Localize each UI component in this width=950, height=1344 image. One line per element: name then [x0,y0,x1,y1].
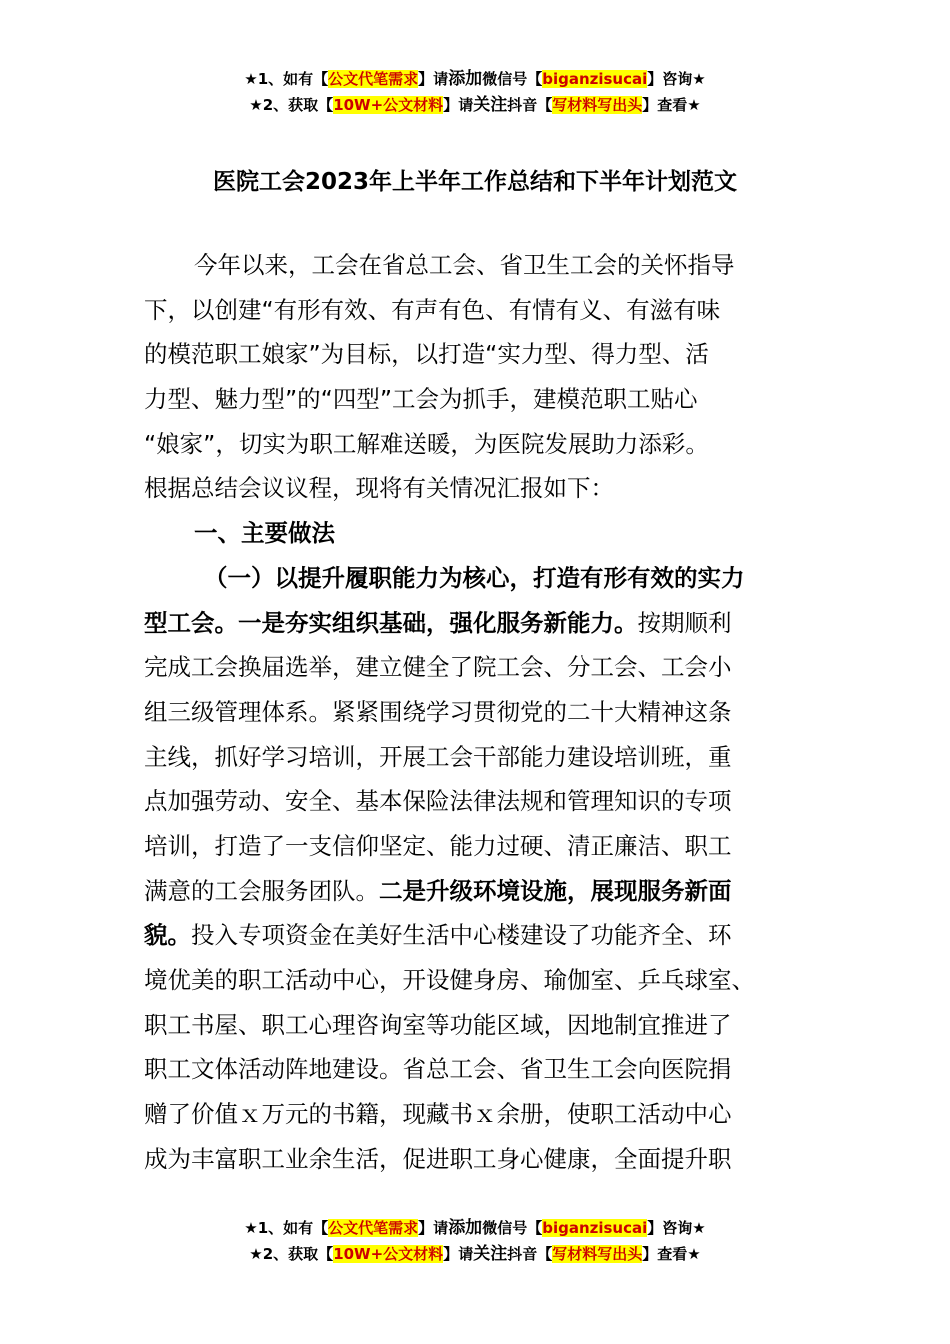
body-line: 貌。投入专项资金在美好生活中心楼建设了功能齐全、环 [144,921,732,950]
promo-banner-top [0,66,950,118]
section-heading: 一、主要做法 [194,519,335,548]
body-line: 职工书屋、职工心理咨询室等功能区域，因地制宜推进了 [144,1010,732,1039]
promo-highlight-wechat: biganzisucai [542,70,648,88]
body-line: 主线，抓好学习培训，开展工会干部能力建设培训班，重 [144,742,732,771]
body-line: “娘家”，切实为职工解难送暖，为医院发展助力添彩。 [144,429,709,458]
promo-highlight-materials: 10W+公文材料 [333,96,444,114]
body-line: 完成工会换届选举，建立健全了院工会、分工会、工会小 [144,653,732,682]
body-line: 成为丰富职工业余生活，促进职工身心健康，全面提升职 [144,1144,732,1173]
body-line: 满意的工会服务团队。二是升级环境设施，展现服务新面 [144,876,732,905]
body-line: 职工文体活动阵地建设。省总工会、省卫生工会向医院捐 [144,1055,732,1084]
body-line: 下，以创建“有形有效、有声有色、有情有义、有滋有味 [144,295,721,324]
promo-highlight-wechat: biganzisucai [542,1219,648,1237]
body-line: 赠了价值ｘ万元的书籍，现藏书ｘ余册，使职工活动中心 [144,1100,732,1129]
body-line: 的模范职工娘家”为目标，以打造“实力型、得力型、活 [144,340,709,369]
document-body [144,243,794,1181]
promo-highlight-service: 公文代笔需求 [328,70,419,88]
body-line: 今年以来，工会在省总工会、省卫生工会的关怀指导 [194,251,735,279]
promo-highlight-douyin: 写材料写出头 [552,96,643,114]
body-line: 培训，打造了一支信仰坚定、能力过硬、清正廉洁、职工 [144,831,732,860]
promo-highlight-materials: 10W+公文材料 [333,1245,444,1263]
body-line: 根据总结会议议程，现将有关情况汇报如下： [144,474,614,503]
body-line: 组三级管理体系。紧紧围绕学习贯彻党的二十大精神这条 [144,697,732,726]
promo-line-1: ★1、如有【公文代笔需求】请添加微信号【biganzisucai】咨询★ [244,69,706,89]
body-line: 型工会。一是夯实组织基础，强化服务新能力。按期顺利 [144,608,732,637]
promo-line-2: ★2、获取【10W+公文材料】请关注抖音【写材料写出头】查看★ [249,95,701,115]
body-line: 点加强劳动、安全、基本保险法律法规和管理知识的专项 [144,787,732,816]
subsection-heading: （一）以提升履职能力为核心，打造有形有效的实力 [204,563,745,592]
promo-highlight-service: 公文代笔需求 [328,1219,419,1237]
body-line: 境优美的职工活动中心，开设健身房、瑜伽室、乒乓球室、 [144,966,755,994]
promo-banner-bottom [0,1215,950,1267]
document-title: 医院工会2023年上半年工作总结和下半年计划范文 [212,169,737,195]
promo-line-1: ★1、如有【公文代笔需求】请添加微信号【biganzisucai】咨询★ [244,1218,706,1238]
promo-highlight-douyin: 写材料写出头 [552,1245,643,1263]
body-line: 力型、魅力型”的“四型”工会为抓手，建模范职工贴心 [144,385,698,414]
promo-line-2: ★2、获取【10W+公文材料】请关注抖音【写材料写出头】查看★ [249,1244,701,1264]
